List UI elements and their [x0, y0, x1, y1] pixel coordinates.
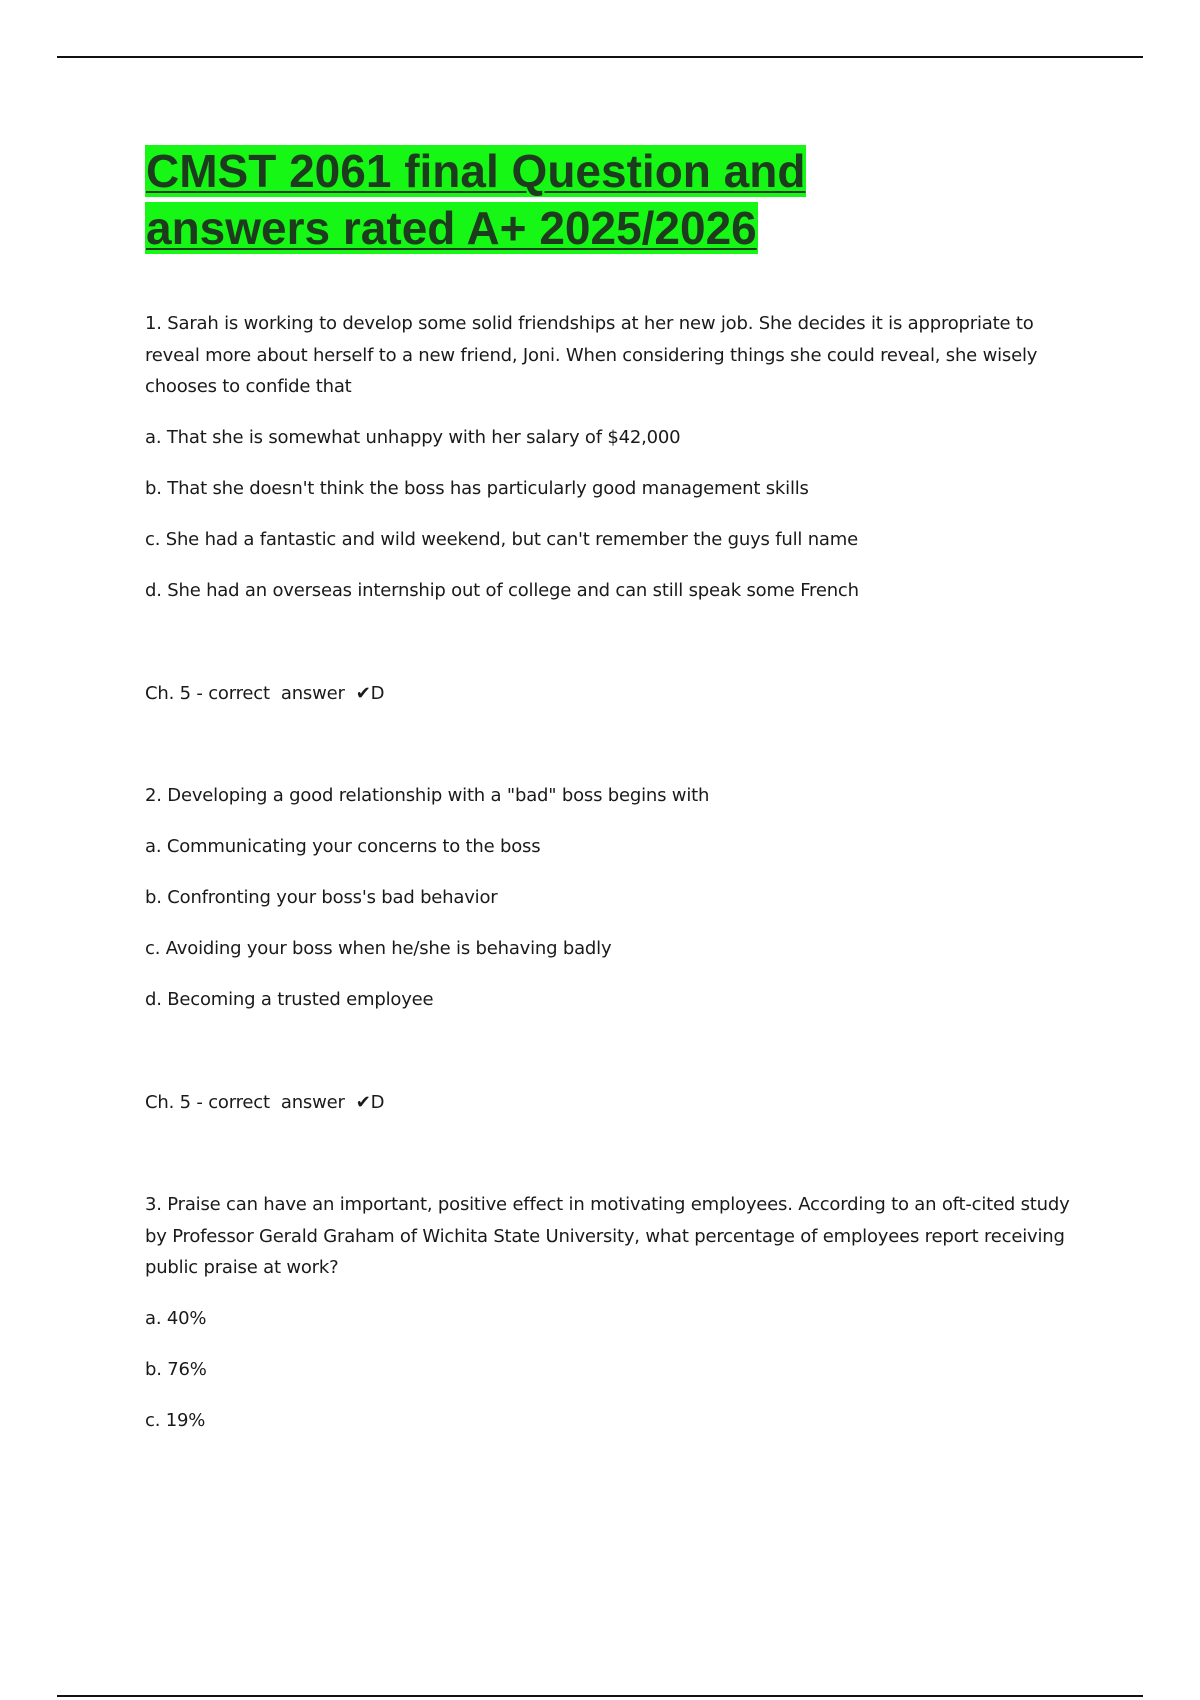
question-3-option-b: b. 76%: [145, 1358, 207, 1380]
question-1-text: 1. Sarah is working to develop some solid friendships at her new job. She decides it is appropriate to reveal more about herself to a new friend, Joni. When considering things she could reveal, she wisely chooses to confide that: [145, 313, 1038, 397]
question-3-text: 3. Praise can have an important, positive effect in motivating employees. According to an oft-cited study by Professor Gerald Graham of Wichita State University, what percentage of employees report receiving public praise at work?: [145, 1194, 1070, 1278]
document-title: [145, 143, 905, 257]
question-2-option-c: c. Avoiding your boss when he/she is behaving badly: [145, 938, 612, 959]
question-1-option-c: c. She had a fantastic and wild weekend, but can't remember the guys full name: [145, 528, 858, 550]
document-title-line-2: answers rated A+ 2025/2026: [146, 202, 757, 254]
question-1-option-a: a. That she is somewhat unhappy with her salary of $42,000: [145, 426, 681, 448]
question-3-option-c: c. 19%: [145, 1409, 206, 1431]
question-list: [145, 308, 1090, 1434]
question-2-option-a: a. Communicating your concerns to the boss: [145, 836, 541, 857]
question-2-text: 2. Developing a good relationship with a "bad" boss begins with: [145, 784, 710, 806]
question-1-answer: Ch. 5 - correct answer ✔D: [145, 682, 385, 704]
document-title-line-1: CMST 2061 final Question and: [146, 145, 806, 197]
question-1-option-d: d. She had an overseas internship out of college and can still speak some French: [145, 579, 859, 601]
header-rule: [57, 56, 1143, 58]
footer-rule: [57, 1695, 1143, 1697]
question-2-option-d: d. Becoming a trusted employee: [145, 989, 434, 1010]
question-3-option-a: a. 40%: [145, 1307, 207, 1329]
question-1-option-b: b. That she doesn't think the boss has particularly good management skills: [145, 477, 809, 499]
question-2-answer: Ch. 5 - correct answer ✔D: [145, 1092, 385, 1113]
question-2-option-b: b. Confronting your boss's bad behavior: [145, 887, 498, 908]
